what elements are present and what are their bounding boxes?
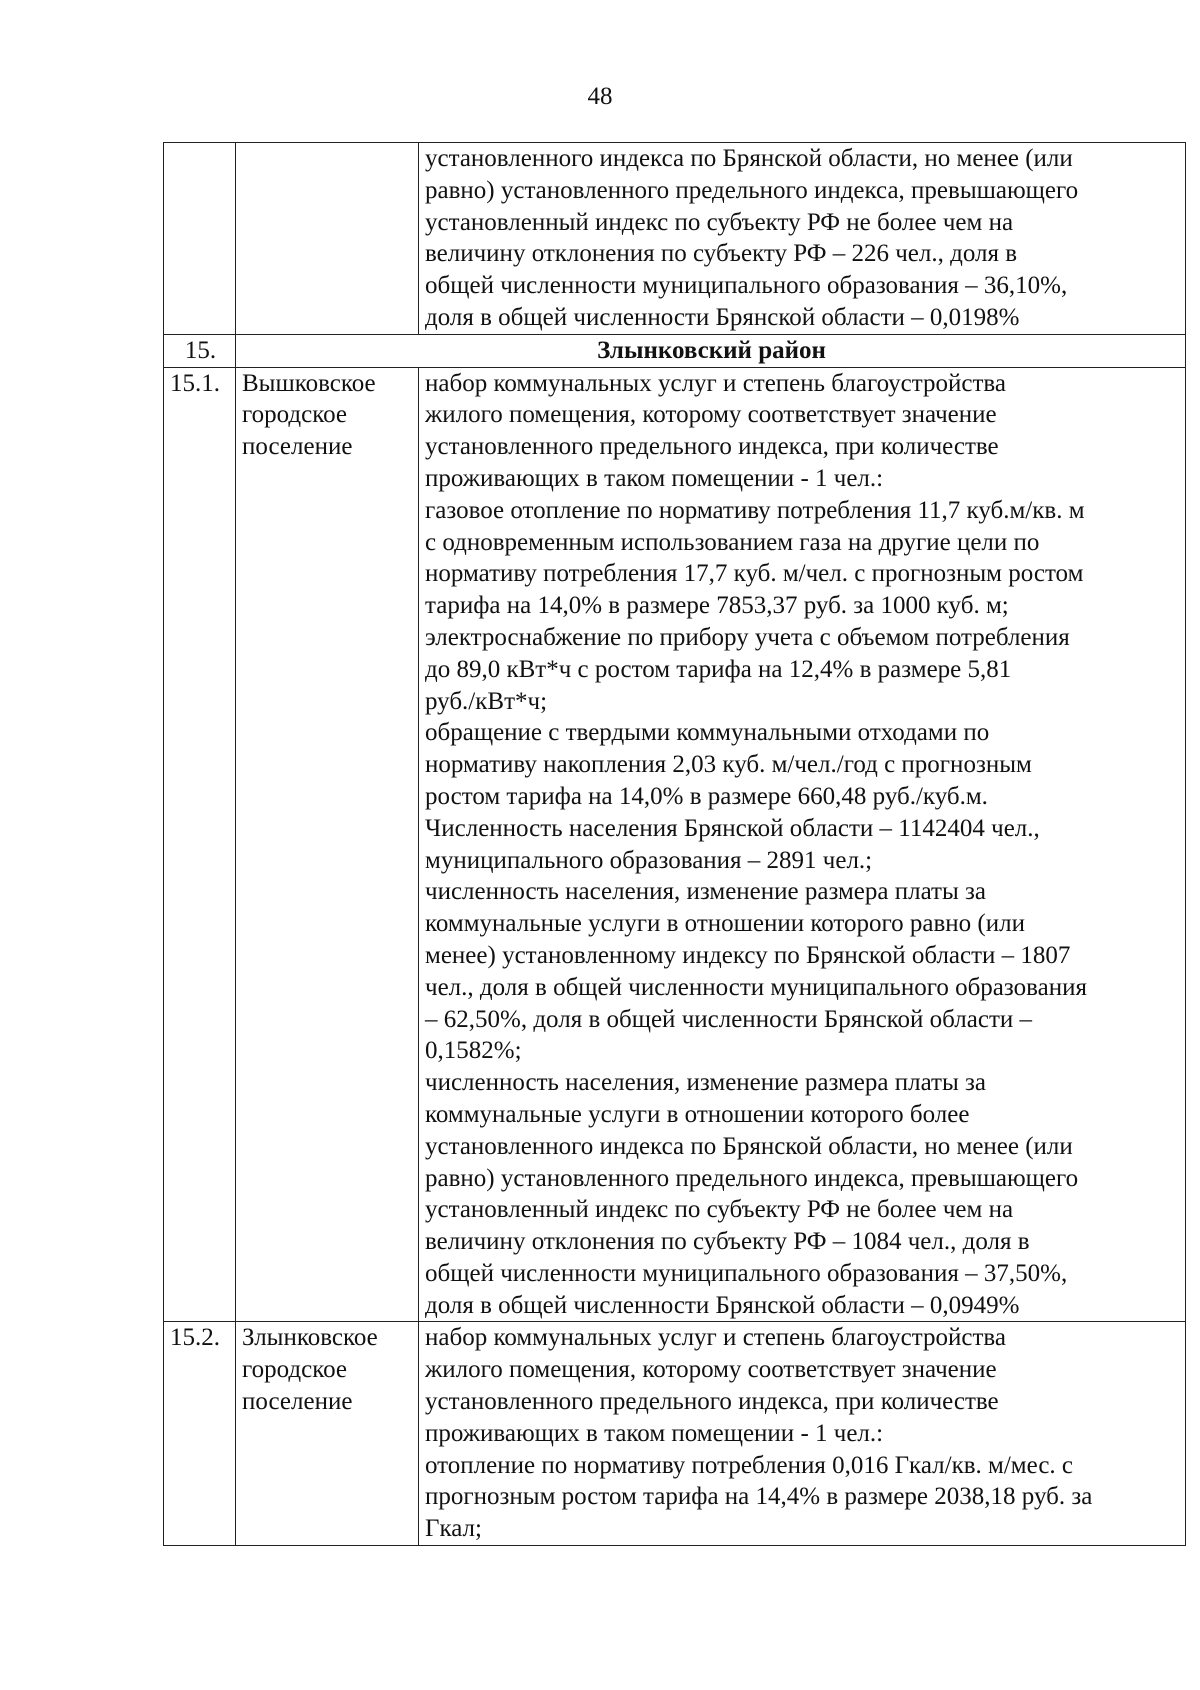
text-line: доля в общей численности Брянской области – 0,0198% (425, 303, 1020, 331)
text-line: установленного индекса по Брянской области, но менее (или (425, 145, 1073, 172)
continuation-number-cell (164, 143, 236, 335)
text-line: коммунальные услуги в отношении которого равно (или (425, 910, 1025, 938)
row-number: 15.2. (164, 1322, 236, 1546)
settlement-name-line: городское (242, 1356, 348, 1384)
settlement-name-line: поселение (242, 433, 353, 461)
district-row (164, 334, 1186, 367)
text-line: ростом тарифа на 14,0% в размере 660,48 руб./куб.м. (425, 782, 988, 810)
district-number: 15. (164, 334, 236, 367)
text-line: прогнозным ростом тарифа на 14,4% в размере 2038,18 руб. за (425, 1483, 1093, 1511)
text-line: Гкал; (425, 1515, 482, 1543)
row-number: 15.1. (164, 367, 236, 1322)
text-line: менее) установленному индексу по Брянской области – 1807 (425, 941, 1071, 969)
text-line: электроснабжение по прибору учета с объемом потребления (425, 623, 1070, 651)
settlement-name-line: Злынковское (242, 1324, 378, 1352)
text-line: жилого помещения, которому соответствует значение (425, 401, 997, 429)
text-line: общей численности муниципального образования – 36,10%, (425, 272, 1068, 300)
text-line: руб./кВт*ч; (425, 687, 548, 715)
text-line: набор коммунальных услуг и степень благоустройства (425, 369, 1006, 397)
text-line: проживающих в таком помещении - 1 чел.: (425, 464, 884, 492)
text-line: газовое отопление по нормативу потребления 11,7 куб.м/кв. м (425, 496, 1085, 524)
text-line: установленный индекс по субъекту РФ не более чем на (425, 1196, 1014, 1224)
text-line: коммунальные услуги в отношении которого более (425, 1100, 970, 1128)
continuation-text-cell (419, 143, 1186, 335)
settlement-name (236, 367, 419, 1322)
text-line: установленного индекса по Брянской области, но менее (или (425, 1132, 1073, 1160)
text-line: с одновременным использованием газа на другие цели по (425, 528, 1040, 556)
text-line: величину отклонения по субъекту РФ – 226 чел., доля в (425, 240, 1018, 268)
text-line: жилого помещения, которому соответствует значение (425, 1356, 997, 1384)
text-line: доля в общей численности Брянской области – 0,0949% (425, 1291, 1020, 1319)
settlement-row-15-2 (164, 1322, 1186, 1546)
text-line: чел., доля в общей численности муниципального образования (425, 973, 1087, 1001)
continuation-row (164, 143, 1186, 335)
text-line: тарифа на 14,0% в размере 7853,37 руб. за 1000 куб. м; (425, 592, 1009, 620)
text-line: численность населения, изменение размера платы за (425, 1069, 986, 1097)
settlement-description (419, 1322, 1186, 1546)
settlement-name-line: поселение (242, 1388, 353, 1416)
text-line: установленного предельного индекса, при количестве (425, 433, 999, 461)
district-name: Злынковский район (236, 334, 1186, 367)
text-line: до 89,0 кВт*ч с ростом тарифа на 12,4% в размере 5,81 (425, 655, 1012, 683)
text-line: общей численности муниципального образования – 37,50%, (425, 1259, 1068, 1287)
text-line: 0,1582%; (425, 1037, 522, 1065)
text-line: нормативу потребления 17,7 куб. м/чел. с прогнозным ростом (425, 560, 1084, 588)
text-line: равно) установленного предельного индекса, превышающего (425, 176, 1079, 204)
text-line: проживающих в таком помещении - 1 чел.: (425, 1419, 884, 1447)
text-line: отопление по нормативу потребления 0,016 Гкал/кв. м/мес. с (425, 1451, 1074, 1479)
text-line: Численность населения Брянской области – 1142404 чел., (425, 814, 1040, 842)
text-line: нормативу накопления 2,03 куб. м/чел./год с прогнозным (425, 751, 1032, 779)
text-line: численность населения, изменение размера платы за (425, 878, 986, 906)
settlement-name-line: городское (242, 401, 348, 429)
settlement-description (419, 367, 1186, 1322)
continuation-settlement-cell (236, 143, 419, 335)
text-line: муниципального образования – 2891 чел.; (425, 846, 873, 874)
settlement-name-line: Вышковское (242, 369, 376, 397)
text-line: обращение с твердыми коммунальными отходами по (425, 719, 990, 747)
settlement-row-15-1 (164, 367, 1186, 1322)
text-line: установленного предельного индекса, при количестве (425, 1388, 999, 1416)
text-line: установленный индекс по субъекту РФ не более чем на (425, 208, 1014, 236)
text-line: равно) установленного предельного индекса, превышающего (425, 1164, 1079, 1192)
text-line: величину отклонения по субъекту РФ – 1084 чел., доля в (425, 1228, 1030, 1256)
text-line: – 62,50%, доля в общей численности Брянской области – (425, 1005, 1032, 1033)
page-number: 48 (587, 83, 613, 110)
settlements-table (163, 142, 1186, 1546)
settlement-name (236, 1322, 419, 1546)
text-line: набор коммунальных услуг и степень благоустройства (425, 1324, 1006, 1352)
